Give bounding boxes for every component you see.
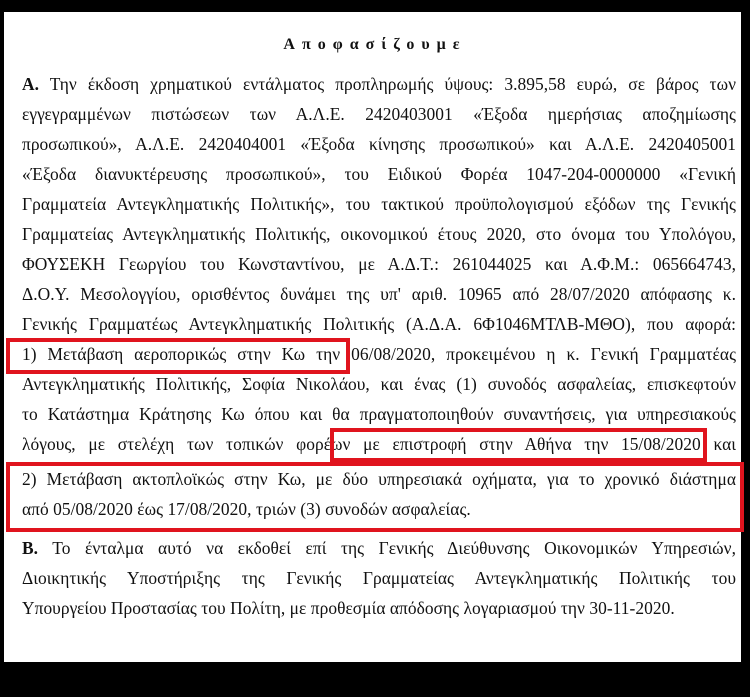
section-b-line-2: Διοικητικής Υποστήριξης της Γενικής Γραμματείας Αντεγκληματικής Πολιτικής του	[22, 568, 736, 588]
item-1-line-3: το Κατάστημα Κράτησης Κω όπου και θα πραγματοποιηθούν συναντήσεις, για υπηρεσιακούς	[22, 404, 736, 424]
section-b-label: Β.	[22, 538, 39, 558]
left-border	[0, 0, 4, 697]
section-a-line-4: «Έξοδα διανυκτέρευσης προσωπικού», του Ειδικού Φορέα 1047-204-0000000 «Γενική	[22, 164, 736, 184]
item-2-line-1: 2) Μετάβαση ακτοπλοϊκώς στην Κω, με δύο υπηρεσιακά οχήματα, για το χρονικό διάστημα	[22, 469, 736, 489]
section-a-line-9: Γενικής Γραμματέως Αντεγκληματικής Πολιτικής (Α.Δ.Α. 6Φ1046ΜΤΛΒ-ΜΘΟ), που αφορά:	[22, 314, 736, 334]
item-2-line-2: από 05/08/2020 έως 17/08/2020, τριών (3) συνοδών ασφαλείας.	[22, 499, 471, 519]
highlight-box-ferry	[6, 462, 744, 532]
section-b-line-3: Υπουργείου Προστασίας του Πολίτη, με προθεσμία απόδοσης λογαριασμού την 30-11-2020.	[22, 598, 675, 618]
item-1-line-1: 1) Μετάβαση αεροπορικώς στην Κω την 06/08/2020, προκειμένου η κ. Γενική Γραμματέας	[22, 344, 736, 364]
section-a-line-5: Γραμματεία Αντεγκληματικής Πολιτικής», του τακτικού προϋπολογισμού εξόδων της Γενικής	[22, 194, 736, 214]
section-a-line-7: ΦΟΥΣΕΚΗ Γεωργίου του Κωνσταντίνου, με Α.Δ.Τ.: 261044025 και Α.Φ.Μ.: 065664743,	[22, 254, 736, 274]
highlight-box-return	[330, 428, 707, 462]
section-a-label: Α.	[22, 74, 40, 94]
highlight-box-flight	[6, 338, 350, 374]
section-a-line-6: Γραμματείας Αντεγκληματικής Πολιτικής, οικονομικού έτους 2020, στο όνομα του Υπολόγου,	[22, 224, 736, 244]
item-1-line-4: λόγους, με στελέχη των τοπικών φορέων με επιστροφή στην Αθήνα την 15/08/2020 και	[22, 434, 736, 454]
top-border	[0, 0, 750, 12]
section-a-line-8: Δ.Ο.Υ. Μεσολογγίου, ορισθέντος δυνάμει της υπ' αριθ. 10965 από 28/07/2020 απόφασης κ.	[22, 284, 736, 304]
section-a-line-3: προσωπικού», Α.Λ.Ε. 2420404001 «Έξοδα κίνησης προσωπικού» και Α.Λ.Ε. 2420405001	[22, 134, 736, 154]
section-a-line-2: εγγεγραμμένων πιστώσεων των Α.Λ.Ε. 2420403001 «Έξοδα ημερήσιας αποζημίωσης	[22, 104, 736, 124]
right-border	[741, 0, 750, 697]
section-a-line-1: Α. Την έκδοση χρηματικού εντάλματος προπληρωμής ύψους: 3.895,58 ευρώ, σε βάρος των	[22, 74, 736, 94]
bottom-border	[0, 662, 750, 697]
section-b-line-1: Β. Το ένταλμα αυτό να εκδοθεί επί της Γενικής Διεύθυνσης Οικονομικών Υπηρεσιών,	[22, 538, 736, 558]
document-title: Αποφασίζουμε	[283, 36, 467, 53]
item-1-line-2: Αντεγκληματικής Πολιτικής, Σοφία Νικολάου, και ένας (1) συνοδός ασφαλείας, επισκεφτούν	[22, 374, 736, 394]
